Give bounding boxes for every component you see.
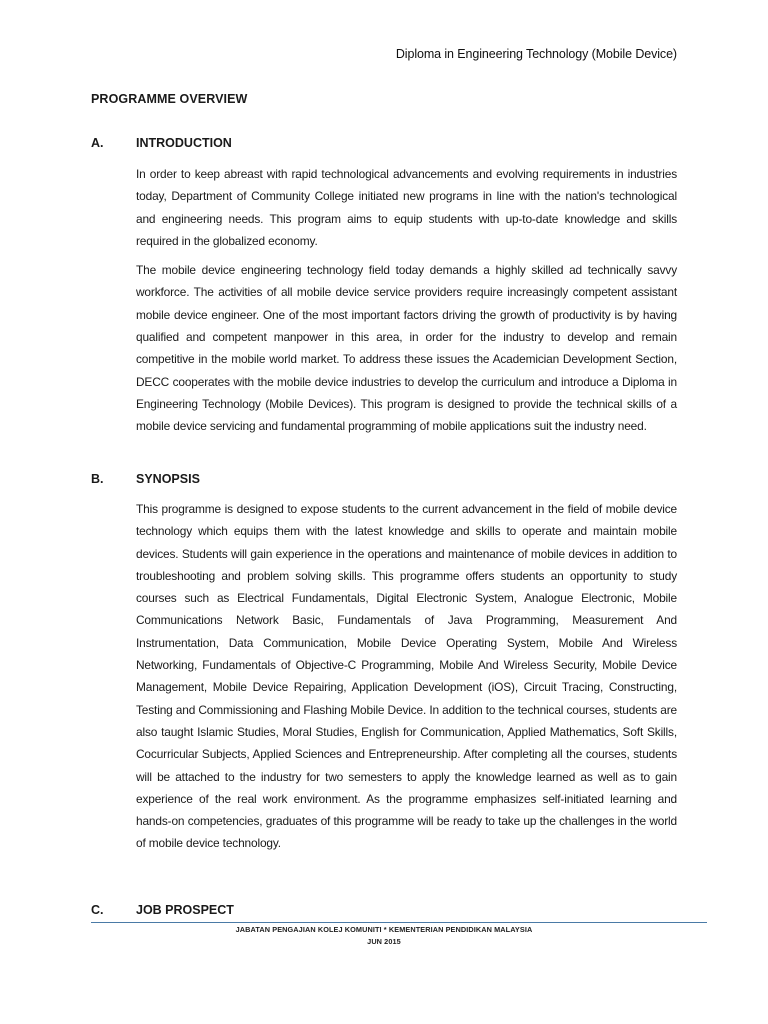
footer-institution: JABATAN PENGAJIAN KOLEJ KOMUNITI * KEMENTERIAN PENDIDIKAN MALAYSIA	[235, 925, 533, 934]
section-c-heading	[91, 903, 234, 917]
section-b-body	[136, 498, 677, 862]
section-b-paragraph-1: This programme is designed to expose students to the current advancement in the field of mobile device technology which equips them with the latest knowledge and skills to operate and maintain mobile devices. Students will gain experience in the operations and maintenance of mobile devices in addition to troubleshooting and problem solving skills. This programme offers students an opportunity to study courses such as Electrical Fundamentals, Digital Electronic System, Analogue Electronic, Mobile Communications Network Basic, Fundamentals of Java Programming, Measurement And Instrumentation, Data Communication, Mobile Device Operating System, Mobile And Wireless Networking, Fundamentals of Objective-C Programming, Mobile And Wireless Security, Mobile Device Management, Mobile Device Repairing, Application Development (iOS), Circuit Tracing, Constructing, Testing and Commissioning and Flashing Mobile Device. In addition to the technical courses, students are also taught Islamic Studies, Moral Studies, English for Communication, Applied Mathematics, Soft Skills, Cocurricular Subjects, Applied Sciences and Entrepreneurship. After completing all the courses, students will be attached to the industry for two semesters to apply the knowledge learned as well as to gain experience of the real work environment. As the programme emphasizes self-initiated learning and hands-on competencies, graduates of this programme will be ready to take up the challenges in the world of mobile device technology.	[136, 502, 677, 851]
section-a-letter: A.	[91, 136, 104, 150]
section-b-heading	[91, 472, 200, 486]
section-a-heading	[91, 136, 232, 150]
section-a-paragraph-2: The mobile device engineering technology field today demands a highly skilled ad technically savvy workforce. The activities of all mobile device service providers require increasingly competent assistant mobile device engineer. One of the most important factors driving the growth of productivity is by having qualified and competent manpower in this area, in order for the industry to develop and remain competitive in the mobile world market. To address these issues the Academician Development Section, DECC cooperates with the mobile device industries to develop the curriculum and introduce a Diploma in Engineering Technology (Mobile Devices). This program is designed to provide the technical skills of a mobile device servicing and fundamental programming of mobile applications suit the industry need.	[136, 263, 677, 434]
section-b-letter: B.	[91, 472, 104, 486]
section-c-title: JOB PROSPECT	[136, 903, 234, 917]
section-a-body	[136, 163, 677, 445]
footer-divider	[91, 922, 707, 923]
running-header: Diploma in Engineering Technology (Mobile Device)	[395, 47, 677, 61]
section-a-paragraph-1: In order to keep abreast with rapid technological advancements and evolving requirements in industries today, Department of Community College initiated new programs in line with the nation's technological and engineering needs. This program aims to equip students with up-to-date knowledge and skills required in the globalized economy.	[136, 167, 677, 248]
section-b-title: SYNOPSIS	[136, 472, 200, 486]
page-title: PROGRAMME OVERVIEW	[91, 92, 248, 106]
section-c-letter: C.	[91, 903, 104, 917]
footer-date: JUN 2015	[367, 937, 401, 946]
section-a-title: INTRODUCTION	[136, 136, 232, 150]
